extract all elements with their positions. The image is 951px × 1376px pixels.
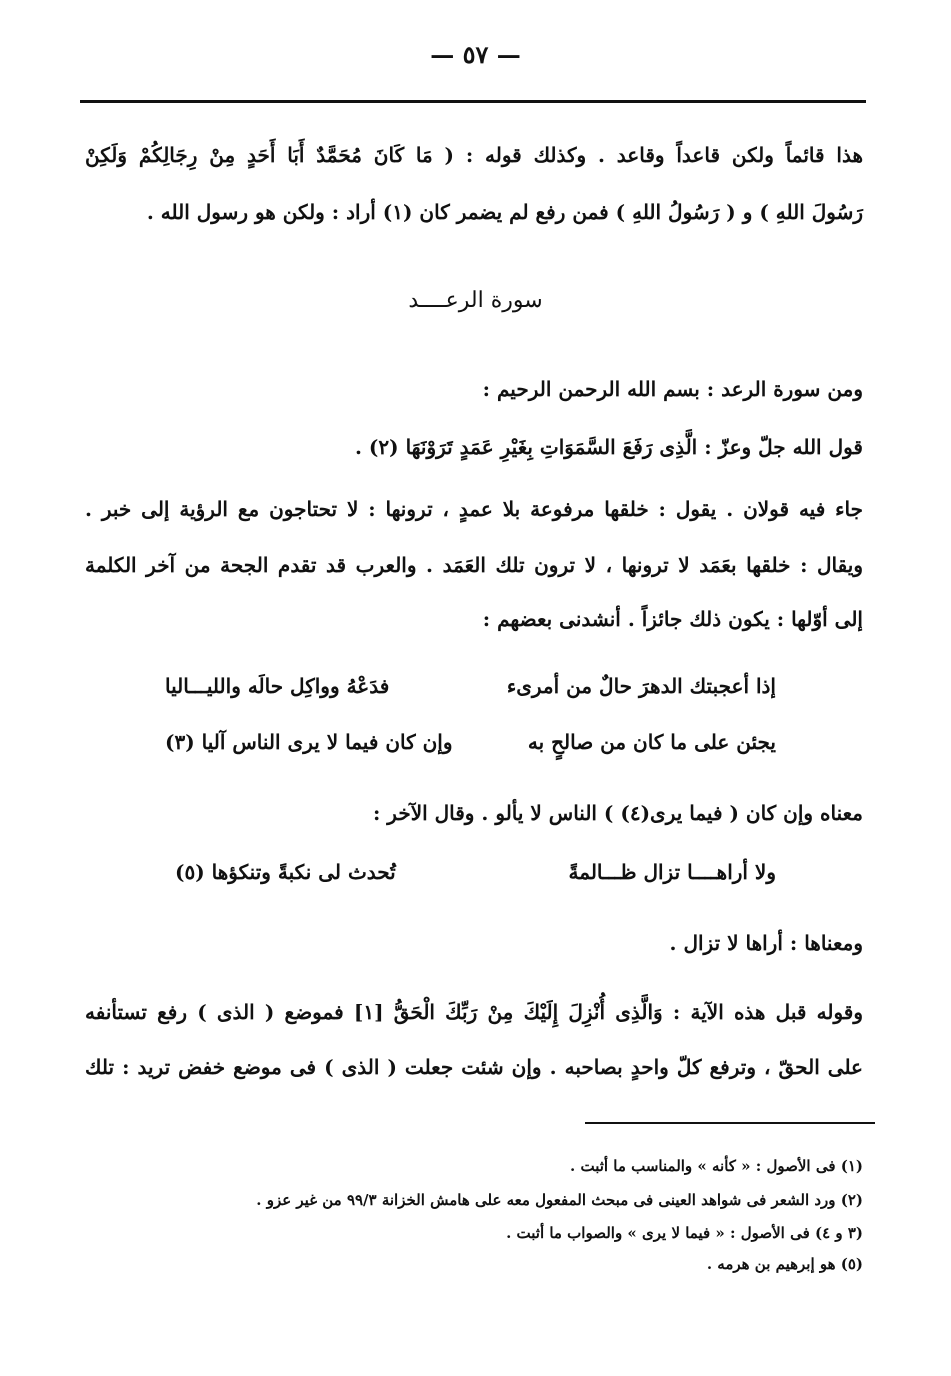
body-line: ومعناها : أراها لا تزال . <box>669 931 863 955</box>
body-line: ومن سورة الرعد : بسم الله الرحمن الرحيم : <box>482 377 863 401</box>
poem-hemistich: إذا أعجبتك الدهرَ حالٌ من أمرىء <box>506 674 776 698</box>
poem-hemistich: ولا أراهــــا تزال ظـــالمةً <box>568 860 776 884</box>
footnote: (١) فى الأصول : « كأنه » والمناسب ما أثبت . <box>570 1157 863 1175</box>
header-rule <box>80 100 866 103</box>
body-line: قول الله جلّ وعزّ : الَّذِى رَفَعَ السَّمَوَاتِ بِغَيْرِ عَمَدٍ تَرَوْنَهَا (٢) . <box>355 435 863 459</box>
footnote: (٢) ورد الشعر فى شواهد العينى فى مبحث المفعول معه على هامش الخزانة ٩٩/٣ من غير عزو . <box>256 1191 863 1209</box>
body-line: هذا قائماً ولكن قاعداً وقاعد . وكذلك قوله : ( مَا كَانَ مُحَمَّدٌ أَبَا أَحَدٍ مِنْ رِجَالِكُمْ وَلَكِنْ <box>85 143 863 167</box>
body-line: إلى أوّلها : يكون ذلك جائزاً . أنشدنى بعضهم : <box>482 607 863 631</box>
poem-hemistich: فدَعْهُ وواكِل حالَه والليـــاليا <box>165 674 390 698</box>
footnote-rule <box>585 1122 875 1124</box>
footnote: (٣ و ٤) فى الأصول : « فيما لا يرى » والصواب ما أثبت . <box>506 1224 863 1242</box>
body-line: جاء فيه قولان . يقول : خلقها مرفوعة بلا عمدٍ ، ترونها : لا تحتاجون مع الرؤية إلى خبر . <box>85 497 863 521</box>
body-line: معناه وإن كان ( فيما يرى(٤) ) الناس لا يألو . وقال الآخر : <box>372 801 863 825</box>
section-title: سورة الرعــــد <box>408 288 543 313</box>
poem-hemistich: يجئن على ما كان من صالحٍ به <box>527 730 776 754</box>
page-number: — ٥٧ — <box>430 40 521 69</box>
body-line: على الحقّ ، وترفع كلّ واحدٍ بصاحبه . وإن شئت جعلت ( الذى ) فى موضع خفض تريد : تلك <box>85 1055 863 1079</box>
body-line: رَسُولَ اللهِ ) و ( رَسُولُ اللهِ ) فمن رفع لم يضمر كان (١) أراد : ولكن هو رسول الله . <box>146 200 863 224</box>
footnote: (٥) هو إبرهيم بن هرمه . <box>706 1255 863 1273</box>
body-line: وقوله قبل هذه الآية : وَالَّذِى أُنْزِلَ إِلَيْكَ مِنْ رَبِّكَ الْحَقُّ [١] فموضع ( الذى ) رفع تستأنفه <box>85 1000 863 1024</box>
body-line: ويقال : خلقها بعَمَد لا ترونها ، لا ترون تلك العَمَد . والعرب قد تقدم الجحة من آخر الكلمة <box>85 553 863 577</box>
poem-hemistich: تُحدث لى نكبةً وتنكؤها (٥) <box>175 860 396 884</box>
poem-hemistich: وإن كان فيما لا يرى الناس آليا (٣) <box>165 730 453 754</box>
